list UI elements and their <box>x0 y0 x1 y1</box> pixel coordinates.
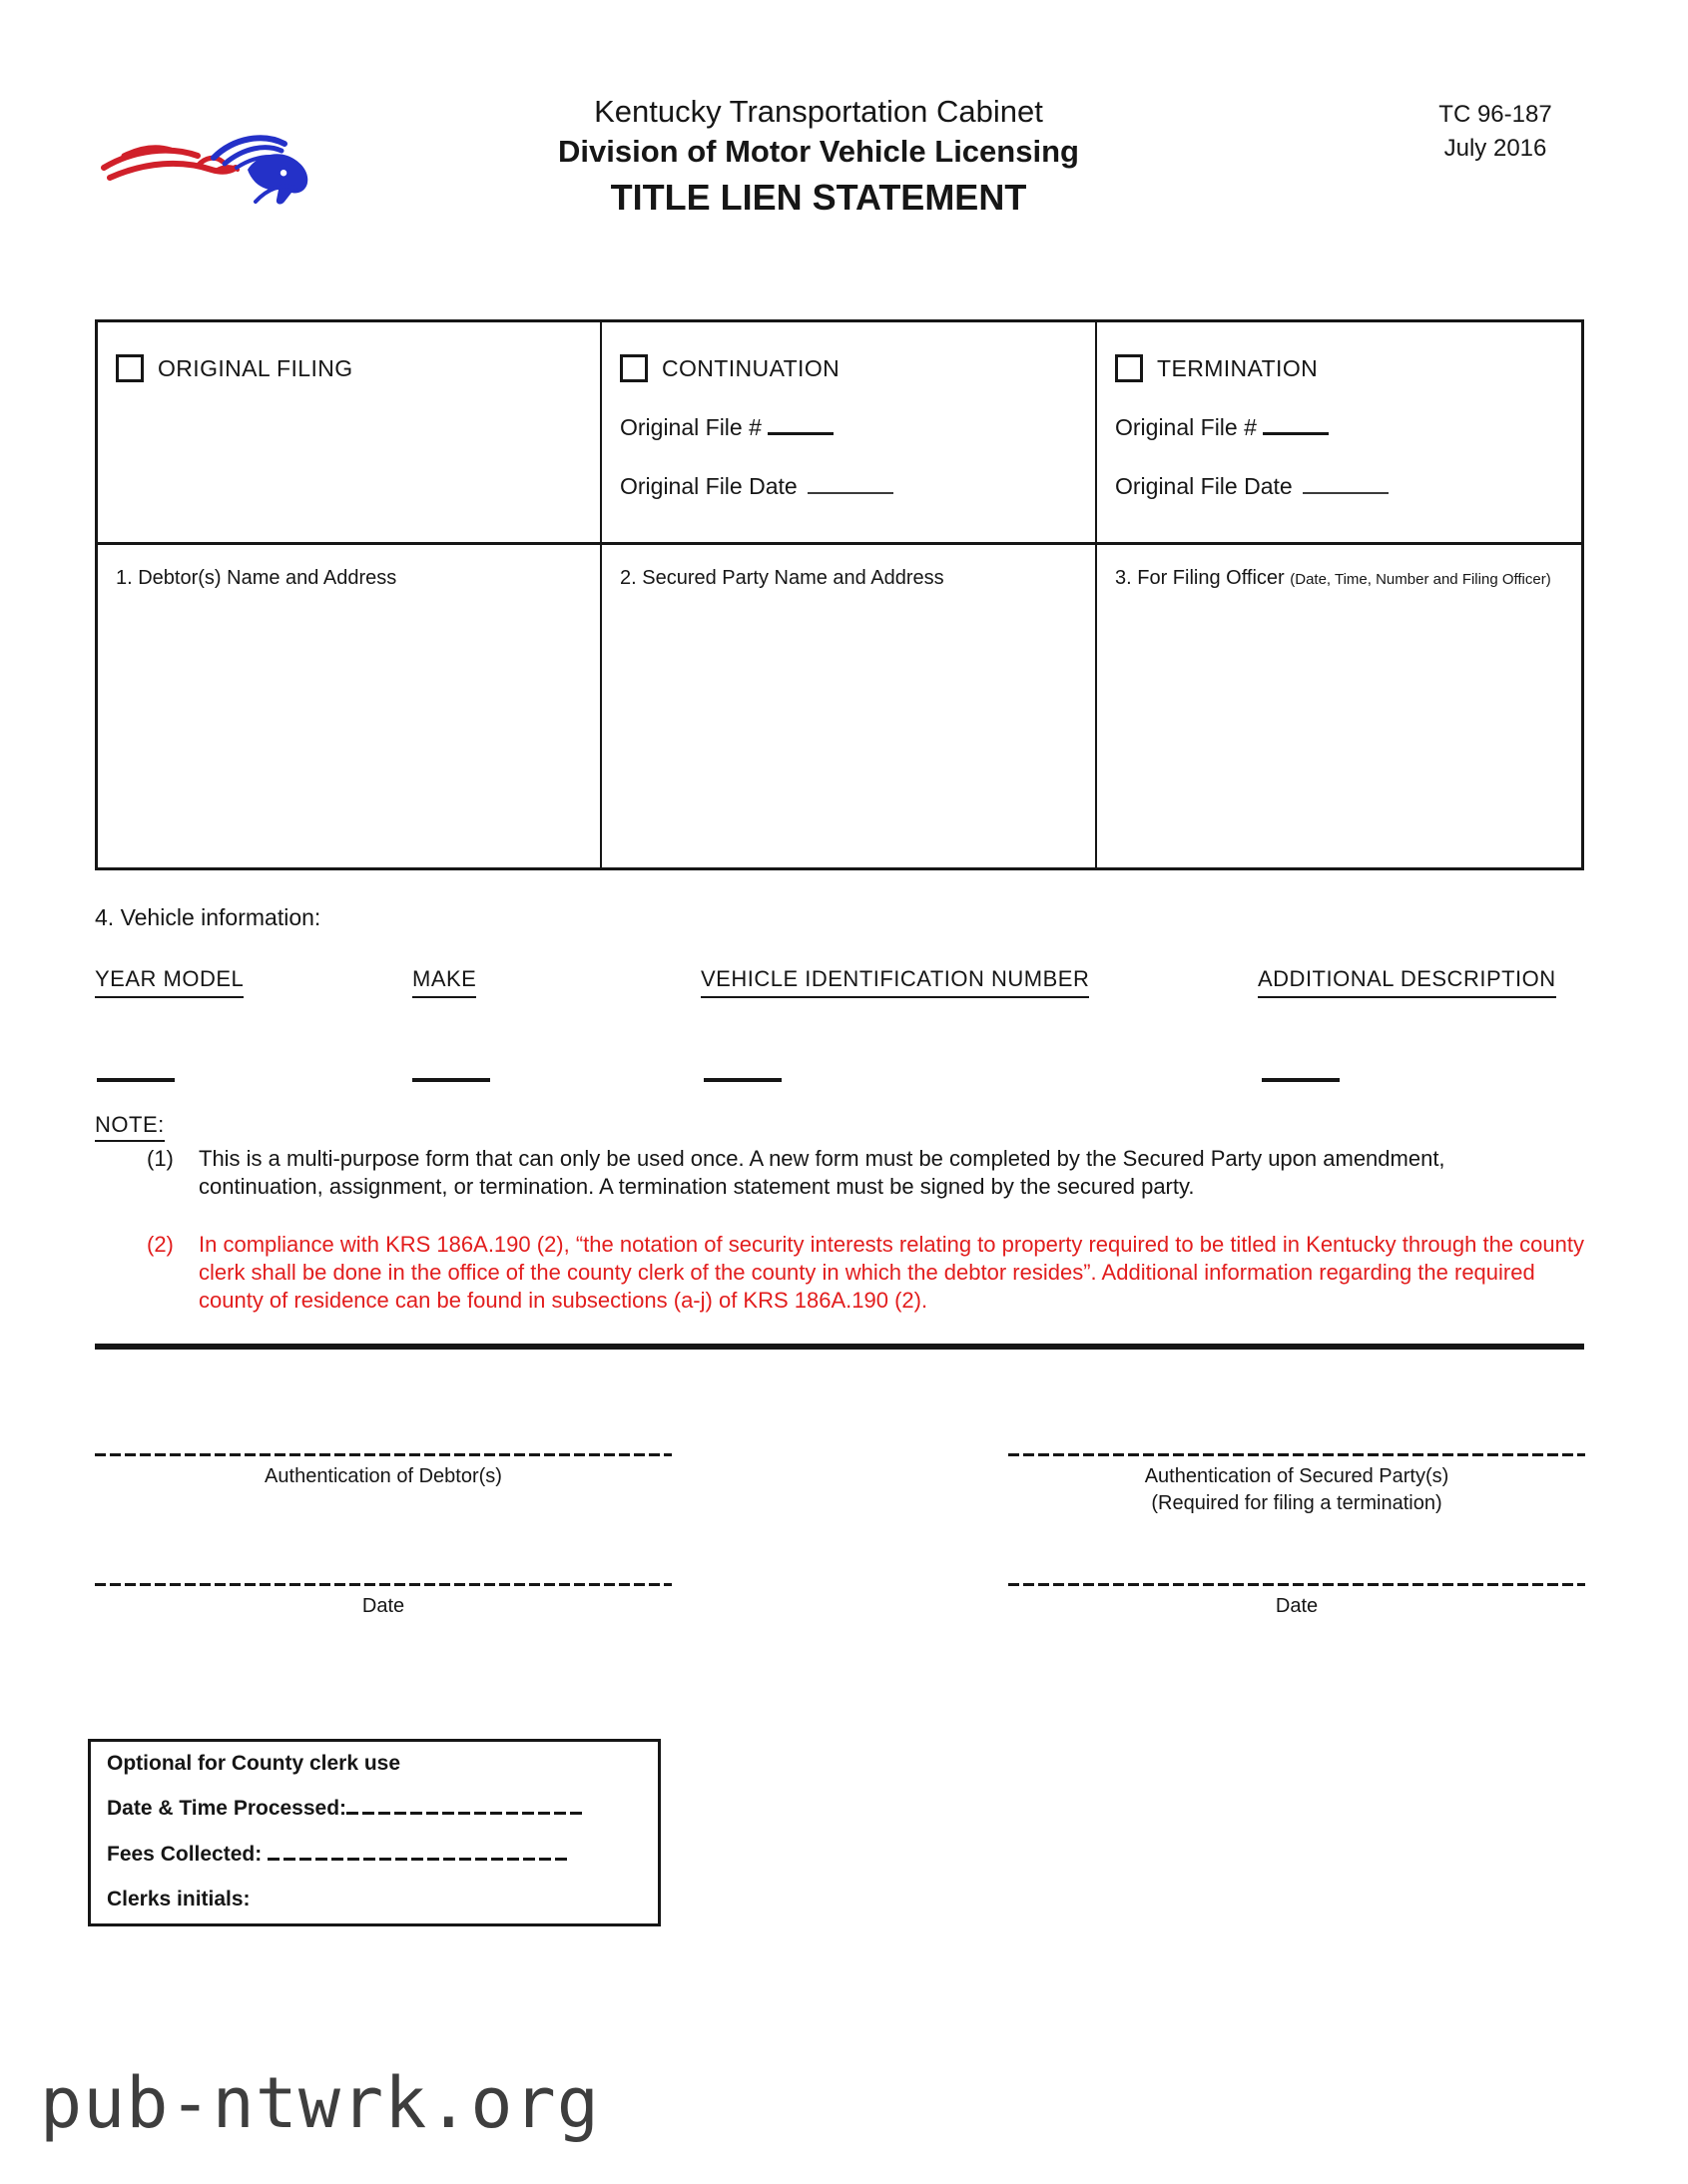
termination-label: TERMINATION <box>1157 354 1319 381</box>
termination-file-number-field[interactable] <box>1263 413 1329 435</box>
filing-table <box>95 319 1584 870</box>
termination-file-date-field[interactable] <box>1303 472 1389 494</box>
continuation-file-number-field[interactable] <box>768 413 834 435</box>
note-1-text: This is a multi-purpose form that can only be used once. A new form must be completed by the Secured Party upon amendment, continuation, assignment, or termination. A termination statement must be signed by the secured party. <box>199 1146 1445 1199</box>
year-model-field[interactable] <box>97 1078 175 1082</box>
filing-officer-label: 3. For Filing Officer <box>1115 567 1285 589</box>
form-revision-date: July 2016 <box>1443 135 1547 162</box>
secured-date-label: Date <box>1275 1595 1319 1617</box>
note-2-number: (2) <box>147 1232 174 1257</box>
form-number: TC 96-187 <box>1438 101 1552 128</box>
original-filing-label: ORIGINAL FILING <box>158 354 353 381</box>
secured-signature-line[interactable] <box>1008 1453 1585 1456</box>
note-1 <box>147 1145 1456 1201</box>
secured-signature-sublabel: (Required for filing a termination) <box>1151 1492 1442 1514</box>
datetime-processed-label: Date & Time Processed: <box>107 1797 347 1821</box>
secured-party-cell <box>602 545 1097 867</box>
termination-checkbox[interactable] <box>1115 354 1143 382</box>
note-1-number: (1) <box>147 1146 174 1171</box>
make-field[interactable] <box>412 1078 490 1082</box>
secured-signature-labels <box>1008 1463 1585 1517</box>
debtor-label: 1. Debtor(s) Name and Address <box>116 567 397 589</box>
continuation-checkbox[interactable] <box>620 354 648 382</box>
continuation-file-number-label: Original File # <box>620 413 762 440</box>
note-heading: NOTE: <box>95 1112 165 1142</box>
continuation-label: CONTINUATION <box>662 354 841 381</box>
form-title: TITLE LIEN STATEMENT <box>610 177 1027 218</box>
fees-collected-label: Fees Collected: <box>107 1842 263 1866</box>
vehicle-column-additional-description: ADDITIONAL DESCRIPTION <box>1258 966 1556 998</box>
vehicle-column-make: MAKE <box>412 966 476 998</box>
note-2-text: In compliance with KRS 186A.190 (2), “the notation of security interests relating to property required to be titled in Kentucky through the county clerk shall be done in the office of the county clerk of the county in which the debtor resides”. Additional information regarding the required county of residence can be found in subsections (a-j) of KRS 186A.190 (2). <box>199 1232 1584 1313</box>
fees-collected-field[interactable] <box>268 1843 567 1861</box>
form-header <box>429 92 1208 222</box>
watermark-text: pub-ntwrk.org <box>40 2062 600 2144</box>
original-filing-cell <box>98 322 602 545</box>
note-2 <box>147 1231 1636 1315</box>
filing-officer-note: (Date, Time, Number and Filing Officer) <box>1290 571 1551 588</box>
filing-officer-area[interactable] <box>1115 593 1563 847</box>
termination-cell <box>1097 322 1581 545</box>
secured-party-name-address-area[interactable] <box>620 592 1077 847</box>
debtor-name-address-area[interactable] <box>116 592 582 847</box>
debtor-date-label: Date <box>361 1595 405 1617</box>
vehicle-column-vin: VEHICLE IDENTIFICATION NUMBER <box>701 966 1089 998</box>
section-divider-rule <box>95 1344 1584 1350</box>
secured-date-line[interactable] <box>1008 1583 1585 1586</box>
kentucky-horse-logo <box>98 126 321 208</box>
continuation-cell <box>602 322 1097 545</box>
additional-description-field[interactable] <box>1262 1078 1340 1082</box>
filing-officer-cell <box>1097 545 1581 867</box>
agency-title: Kentucky Transportation Cabinet <box>594 94 1043 129</box>
original-filing-checkbox[interactable] <box>116 354 144 382</box>
secured-signature-label: Authentication of Secured Party(s) <box>1144 1465 1449 1487</box>
termination-file-number-label: Original File # <box>1115 413 1257 440</box>
county-clerk-box <box>88 1739 661 1926</box>
debtor-date-line[interactable] <box>95 1583 672 1586</box>
debtor-cell <box>98 545 602 867</box>
debtor-signature-line[interactable] <box>95 1453 672 1456</box>
debtor-signature-label: Authentication of Debtor(s) <box>265 1465 502 1487</box>
continuation-file-date-field[interactable] <box>808 472 893 494</box>
termination-file-date-label: Original File Date <box>1115 472 1293 499</box>
vehicle-section-title: 4. Vehicle information: <box>95 904 321 930</box>
clerks-initials-label: Clerks initials: <box>107 1887 251 1911</box>
secured-party-label: 2. Secured Party Name and Address <box>620 567 944 589</box>
vehicle-column-year-model: YEAR MODEL <box>95 966 244 998</box>
vin-field[interactable] <box>704 1078 782 1082</box>
clerk-box-title: Optional for County clerk use <box>107 1752 401 1775</box>
form-meta <box>1415 98 1575 166</box>
division-title: Division of Motor Vehicle Licensing <box>558 134 1079 169</box>
datetime-processed-field[interactable] <box>346 1797 586 1815</box>
continuation-file-date-label: Original File Date <box>620 472 798 499</box>
